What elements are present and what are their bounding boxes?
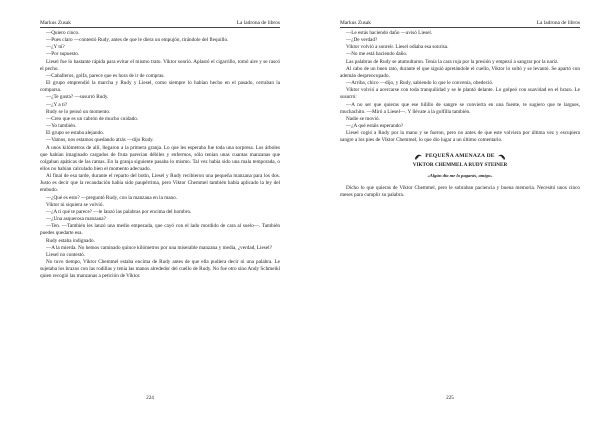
paragraph: Liesel cogió a Rudy por la mano y se fueron, pero no antes de que este volviera por última vez y escupiera sangre a los pies de Viktor Chemmel, lo que dio lugar a un último comentario. [340, 130, 580, 144]
body-text [340, 30, 580, 199]
section-subtitle: VIKTOR CHEMMEL A RUDY STEINER [412, 161, 508, 168]
paragraph: —Caballeros, golfa, parece que es hora de ir de compras. [46, 72, 165, 79]
paragraph: Viktor volvió a acercarse con toda tranquilidad y se le plantó delante. Lo golpeó con suavidad en el brazo. Le susurró: [340, 87, 580, 101]
section-note: «Algún día me lo pagarás, amigo» [427, 172, 493, 178]
paragraph: Dicho lo que quieras de Viktor Chemmel, pero le sobraban paciencia y buena memoria. Necesitó unos cinco meses para cumplir su palabra. [340, 184, 580, 199]
paragraph: Rudy se lo pensó un momento. [46, 108, 111, 115]
header-author: Markus Zusak [340, 20, 371, 26]
paragraph: —A la mierda. No hemos caminado quince kilómetros por una miserable manzana y media, ¿verdad, Liesel? [46, 244, 272, 251]
paragraph: Viktor volvió a sonreír. Liesel odiaba esa sonrisa. [346, 44, 449, 51]
header-author: Markus Zusak [40, 20, 71, 26]
paragraph: —Ten. —También les lanzó una medio empezada, que cayó con el lado mordido de cara al suelo—. También puedes quedarte esa. [40, 223, 280, 237]
paragraph: —A no ser que quieras que ese hilillo de sangre se convierta en una fuente, te sugiero que te largues, muchachito. —Miró a Liesel—. Y llévate a la golfilla también. [340, 101, 580, 115]
header-title: La ladrona de libros [536, 20, 580, 26]
section-heading [340, 153, 580, 179]
paragraph: A unos kilómetros de allí, llegaron a la primera granja. Lo que les esperaba fue toda una sorpresa. Los árboles que habían imaginado cargados de fruta parecían débiles y enfermos, sólo tenían unas cuantas manzanas que colgaban apáticas de las ramas. En la granja siguiente pasaba lo mismo. Tal vez había sido una mala temporada, o ellos no habían calculado bien el momento adecuado. [40, 144, 280, 172]
running-header [340, 20, 580, 28]
paragraph: —Yo también. [46, 123, 77, 130]
paragraph: Viktor ni siquiera se volvió. [46, 201, 104, 208]
paragraph: No tuvo tiempo, Viktor Chemmel estaba encima de Rudy antes de que ella pudiera decir ni una palabra. Le sujetaba los brazos con las rodillas y tenía las manos alrededor del cuello de Rudy. No fue otro sino Andy Schmeikl quien recogió las manzanas a petición de Viktor. [40, 259, 280, 280]
paragraph: —Quiero cinco. [46, 30, 80, 36]
paragraph: —No me está haciendo daño. [346, 51, 408, 58]
paragraph: —¿Qué es esto? —preguntó Rudy, con la manzana en la mano. [46, 194, 178, 201]
paragraph: Liesel no contestó. [46, 251, 86, 258]
header-title: La ladrona de libros [236, 20, 280, 26]
page-number: 224 [146, 395, 154, 401]
paragraph: —¿A qué estáis esperando? [346, 123, 404, 130]
paragraph: —Arriba, chico —dijo, y Rudy, sabiendo lo que le convenía, obedeció. [346, 80, 494, 87]
paragraph: Liesel fue lo bastante rápida para evitar el mismo trato. Viktor sonrió. Aplastó el cigarrillo, tomó aire y se rascó el pecho. [40, 58, 280, 72]
paragraph: Rudy estaba indignado. [46, 237, 95, 244]
paragraph: Las palabras de Rudy se atumultaron. Tenía la cara roja por la presión y empezó a sangrar por la nariz. [346, 58, 559, 65]
paragraph: —Por supuesto. [46, 51, 80, 58]
fleuron-icon [414, 153, 423, 160]
body-text [40, 30, 280, 280]
right-page [300, 0, 600, 424]
paragraph: —Creo que es un cabrón de mucho cuidado. [46, 115, 139, 122]
paragraph: —¿Te gusta? —susurró Rudy. [46, 94, 109, 101]
fleuron-icon [497, 153, 506, 160]
paragraph: —¿A ti qué te parece? —le lanzó las palabras por encima del hombro. [46, 208, 192, 215]
paragraph: —¿Una asquerosa manzana? [46, 216, 106, 223]
paragraph: Al cabo de un buen rato, durante el que siguió apretándole el cuello, Viktor lo soltó y se levantó. Se apartó con ademán despreocupado. [340, 65, 580, 79]
paragraph: El grupo se estaba alejando. [46, 130, 105, 137]
paragraph: —Le estás haciendo daño —avisó Liesel. [346, 30, 433, 36]
paragraph: —Vamos, nos estamos quedando atrás —dijo Rudy. [46, 137, 154, 144]
running-header [40, 20, 280, 28]
section-title: PEQUEÑA AMENAZA DE [425, 152, 495, 159]
paragraph: El grupo emprendió la marcha y Rudy y Liesel, como siempre lo habían hecho en el pasado, cerraban la comparsa. [40, 80, 280, 94]
paragraph: —¿De verdad? [346, 37, 378, 44]
paragraph: —¿Y a ti? [46, 101, 68, 108]
paragraph: Nadie se movió. [346, 115, 380, 122]
page-number: 225 [446, 395, 454, 401]
paragraph: Al final de esa tarde, durante el reparto del botín, Liesel y Rudy recibieron una pequeña manzana para los dos. Justo es decir que la recaudación había sido paupérrima, pero Viktor Chemmel también había aplicado la ley del embudo. [40, 173, 280, 194]
paragraph: —Pues claro —contestó Rudy, antes de que le diera un empujón, tirándole del flequillo. [46, 37, 229, 44]
paragraph: —¿Y tú? [46, 44, 65, 51]
